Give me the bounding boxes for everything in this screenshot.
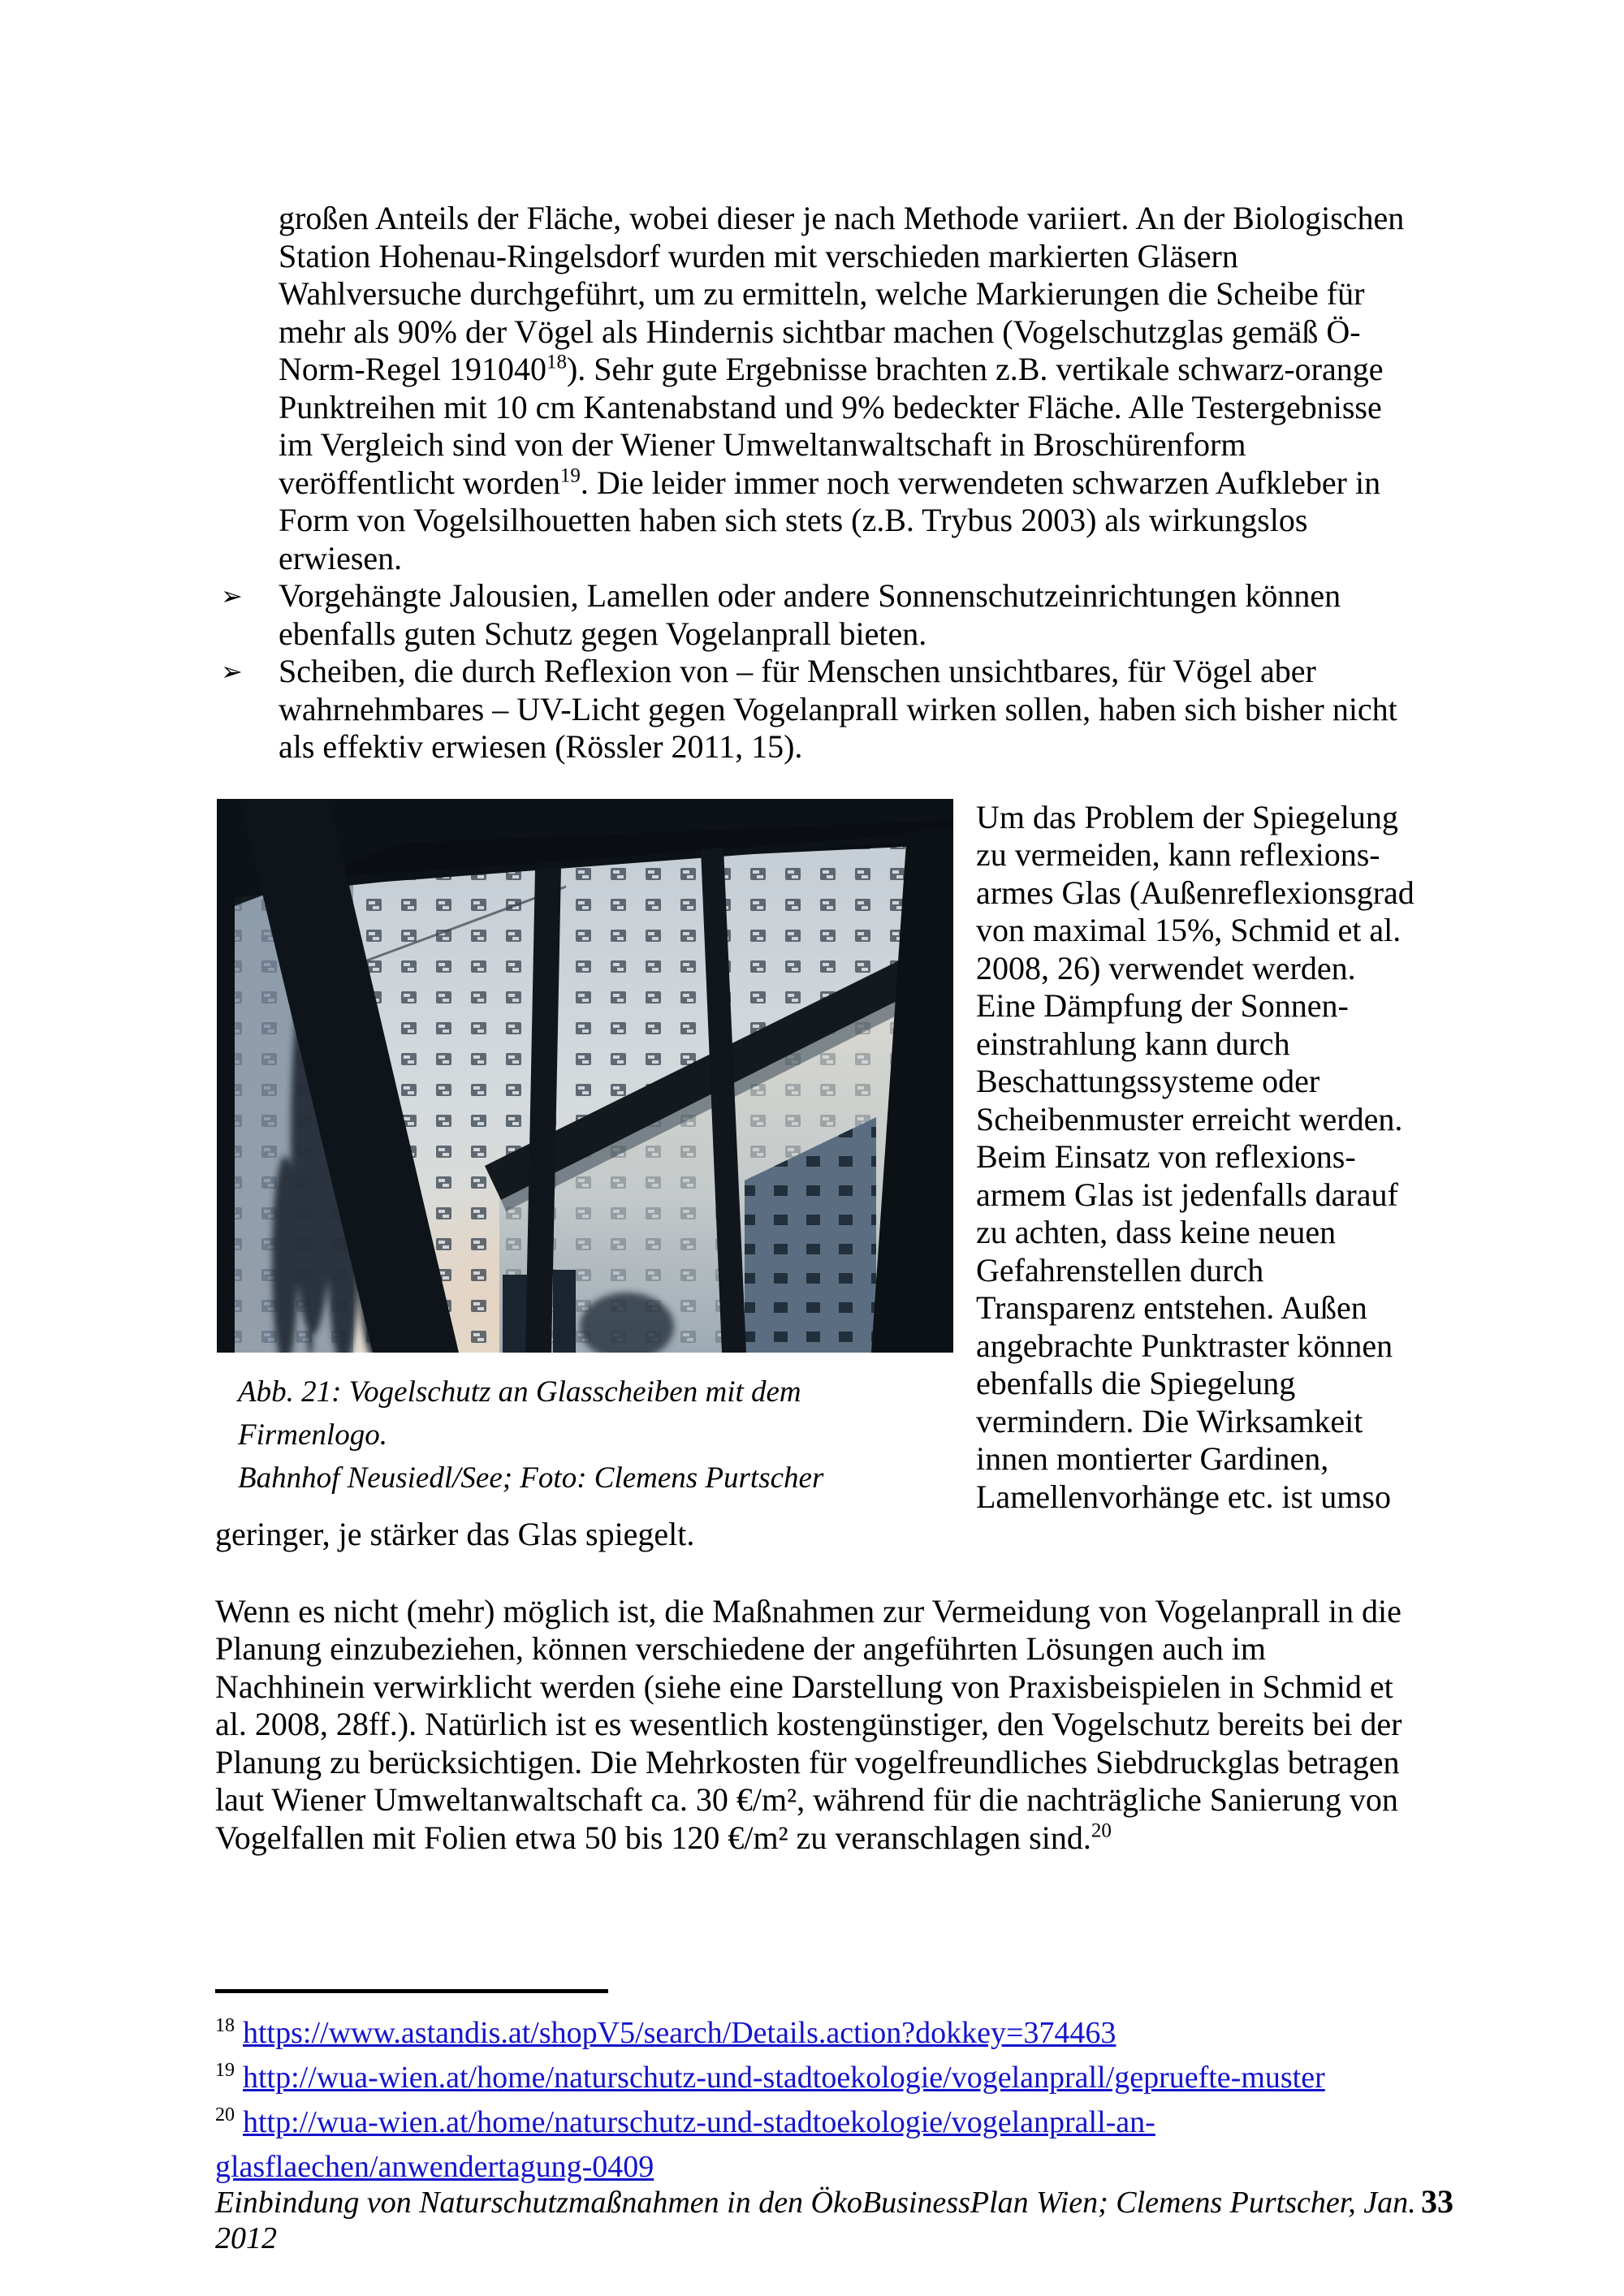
figure-caption-line2: Bahnhof Neusiedl/See; Foto: Clemens Purtscher	[238, 1461, 824, 1495]
figure-caption-line1: Abb. 21: Vogelschutz an Glasscheiben mit dem Firmenlogo.	[238, 1375, 801, 1452]
footnote-18	[215, 2011, 1415, 2056]
figure-photo	[217, 799, 953, 1353]
footnote-ref-20: 20	[1091, 1819, 1112, 1842]
footnote-19	[215, 2056, 1415, 2100]
footnote-separator	[215, 1989, 608, 1993]
footnote-link-wua-anwendertagung[interactable]: http://wua-wien.at/home/naturschutz-und-stadtoekologie/vogelanprall-an-glasflaechen/anwendertagung-0409	[215, 2105, 1155, 2184]
bullet-item-label: Scheiben, die durch Reflexion von – für Menschen unsichtbares, für Vögel aber wahrnehmbares – UV-Licht gegen Vogelanprall wirken sollen, haben sich bisher nicht als effektiv erwiesen (Rössler 2011, 15).	[279, 653, 1397, 765]
footnote-number: 20	[215, 2104, 235, 2126]
paragraph-spiegelung: Um das Problem der Spiegelung zu vermeiden, kann reflexions-armes Glas (Außenreflexionsgrad von maximal 15%, Schmid et al. 2008, 26) verwendet werden. Eine Dämpfung der Sonnen-einstrahlung kann durch Beschattungssysteme oder Scheibenmuster erreicht werden. Beim Einsatz von reflexions-armem Glas ist jedenfalls darauf zu achten, dass keine neuen Gefahrenstellen durch Transparenz entstehen. Außen angebrachte Punktraster können ebenfalls die Spiegelung vermindern. Die Wirksamkeit innen montierter Gardinen, Lamellenvorhänge etc. ist umso geringer, je stärker das Glas spiegelt.	[215, 798, 1415, 1552]
footnotes-section	[215, 1989, 1415, 2190]
footnote-ref-18: 18	[546, 351, 567, 373]
paragraph-text: ). Sehr gute Ergebnisse brachten z.B. vertikale schwarz-orange Punktreihen mit 10 cm Kantenabstand und 9% bedeckter Fläche. Alle Testergebnisse im Vergleich sind von der Wiener Umweltanwaltschaft in Broschürenform veröffentlicht worden	[279, 351, 1384, 501]
footnote-number: 19	[215, 2060, 235, 2082]
footnote-20	[215, 2100, 1415, 2190]
page-number: 33	[1421, 2183, 1453, 2220]
bullet-item-label: Vorgehängte Jalousien, Lamellen oder andere Sonnenschutzeinrichtungen können ebenfalls guten Schutz gegen Vogelanprall bieten.	[279, 577, 1341, 652]
paragraph-kosten	[215, 1593, 1415, 1858]
footnote-link-astandis[interactable]: https://www.astandis.at/shopV5/search/Details.action?dokkey=374463	[243, 2016, 1116, 2050]
paragraph-text: Wenn es nicht (mehr) möglich ist, die Maßnahmen zur Vermeidung von Vogelanprall in die Planung einzubeziehen, können verschiedene der angeführten Lösungen auch im Nachhinein verwirklicht werden (siehe eine Darstellung von Praxisbeispielen in Schmid et al. 2008, 28ff.). Natürlich ist es wesentlich kostengünstiger, den Vogelschutz bereits bei der Planung zu berücksichtigen. Die Mehrkosten für vogelfreundliches Siebdruckglas betragen laut Wiener Umweltanwaltschaft ca. 30 €/m², während für die nachträgliche Sanierung von Vogelfallen mit Folien etwa 50 bis 120 €/m² zu veranschlagen sind.	[215, 1592, 1402, 1856]
bullet-item-jalousien	[215, 577, 1415, 653]
footer-title: Einbindung von Naturschutzmaßnahmen in den ÖkoBusinessPlan Wien; Clemens Purtscher, Jan. 2012	[215, 2186, 1416, 2255]
paragraph-text: großen Anteils der Fläche, wobei dieser je nach Methode variiert. An der Biologischen Station Hohenau-Ringelsdorf wurden mit verschieden markierten Gläsern Wahlversuche durchgeführt, um zu ermitteln, welche Markierungen die Scheibe für mehr als 90% der Vögel als Hindernis sichtbar machen (Vogelschutzglas gemäß Ö-Norm-Regel 191040	[279, 200, 1405, 387]
page-footer	[215, 2182, 1453, 2256]
paragraph-text: . Die leider immer noch verwendeten schwarzen Aufkleber in Form von Vogelsilhouetten haben sich stets (z.B. Trybus 2003) als wirkungslos erwiesen.	[279, 464, 1381, 576]
arrow-bullet-icon: ➢	[221, 656, 243, 687]
bullet-item-uv-glas	[215, 653, 1415, 766]
arrow-bullet-icon: ➢	[221, 580, 243, 611]
footnote-link-wua-muster[interactable]: http://wua-wien.at/home/naturschutz-und-stadtoekologie/vogelanprall/gepruefte-muster	[243, 2061, 1325, 2095]
paragraph-markings	[279, 200, 1415, 577]
figure-vogelschutz	[217, 799, 953, 1500]
figure-caption	[217, 1370, 931, 1500]
footnote-ref-19: 19	[559, 464, 581, 487]
footnote-number: 18	[215, 2015, 235, 2037]
